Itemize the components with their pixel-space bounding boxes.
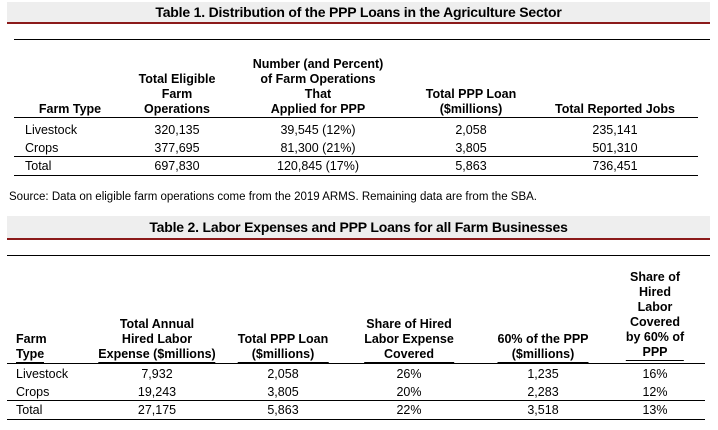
- table2-title: Table 2. Labor Expenses and PPP Loans for all Farm Businesses: [7, 216, 710, 240]
- table1-top-rule: [14, 39, 710, 40]
- t1-row-total-type: Total: [25, 159, 52, 173]
- t1-row-crops-type: Crops: [25, 141, 59, 155]
- t1-header-farm-type: Farm Type: [38, 102, 102, 116]
- t2-row-crops-type: Crops: [16, 385, 50, 399]
- t1-row-total-loan: 5,863: [455, 159, 487, 173]
- t2-row-total-sixty: 3,518: [527, 403, 559, 417]
- t1-row-livestock-eligible: 320,135: [154, 123, 200, 137]
- t2-row-total-loan: 5,863: [267, 403, 299, 417]
- table2-top-rule: [7, 255, 710, 256]
- t1-row-crops-jobs: 501,310: [592, 141, 638, 155]
- t2-header-share60: Share of Hired Labor Covered by 60% of PPP: [625, 270, 685, 359]
- t2-header-loan: Total PPP Loan ($millions): [237, 332, 329, 361]
- t1-row-livestock-jobs: 235,141: [592, 123, 638, 137]
- t1-total-rule: [14, 156, 698, 157]
- t2-row-crops-sixty: 2,283: [527, 385, 559, 399]
- t2-header-share: Share of Hired Labor Expense Covered: [364, 317, 454, 361]
- t2-row-total-labor: 27,175: [137, 403, 177, 417]
- t1-row-livestock-type: Livestock: [25, 123, 78, 137]
- t1-header-applied: Number (and Percent) of Farm Operations That Applied for PPP: [252, 57, 384, 116]
- t2-row-livestock-type: Livestock: [16, 367, 69, 381]
- t1-row-crops-eligible: 377,695: [154, 141, 200, 155]
- t2-header-labor: Total Annual Hired Labor Expense ($millions): [98, 317, 216, 361]
- t1-row-total-applied: 120,845 (17%): [276, 159, 360, 173]
- t2-header-rule: [7, 363, 705, 364]
- t2-header-sixty: 60% of the PPP ($millions): [497, 332, 589, 361]
- t2-header-farm-type: Farm Type: [16, 332, 47, 361]
- t1-row-livestock-applied: 39,545 (12%): [280, 123, 356, 137]
- table1-title: Table 1. Distribution of the PPP Loans in the Agriculture Sector: [7, 2, 710, 24]
- table1-source-note: Source: Data on eligible farm operations come from the 2019 ARMS. Remaining data are from the SBA.: [9, 191, 537, 203]
- t2-row-total-share: 22%: [396, 403, 422, 417]
- t2-row-livestock-share: 26%: [396, 367, 422, 381]
- t2-row-total-type: Total: [16, 403, 43, 417]
- t2-row-livestock-sixty: 1,235: [527, 367, 559, 381]
- t1-row-total-jobs: 736,451: [592, 159, 638, 173]
- t1-header-loan: Total PPP Loan ($millions): [425, 87, 517, 116]
- t2-total-rule: [7, 400, 705, 401]
- t2-row-livestock-loan: 2,058: [267, 367, 299, 381]
- t1-bottom-rule: [14, 175, 698, 176]
- t1-header-eligible: Total Eligible Farm Operations: [138, 72, 216, 116]
- t1-row-crops-loan: 3,805: [455, 141, 487, 155]
- t2-row-livestock-share60: 16%: [642, 367, 668, 381]
- t1-header-jobs: Total Reported Jobs: [555, 102, 675, 116]
- t1-row-livestock-loan: 2,058: [455, 123, 487, 137]
- t2-row-crops-loan: 3,805: [267, 385, 299, 399]
- t2-row-livestock-labor: 7,932: [141, 367, 173, 381]
- t1-row-crops-applied: 81,300 (21%): [280, 141, 356, 155]
- t2-row-total-share60: 13%: [642, 403, 668, 417]
- t1-row-total-eligible: 697,830: [154, 159, 200, 173]
- t2-bottom-rule: [7, 419, 705, 420]
- t2-row-crops-share60: 12%: [642, 385, 668, 399]
- t2-row-crops-labor: 19,243: [137, 385, 177, 399]
- t1-header-rule: [14, 117, 698, 118]
- t2-row-crops-share: 20%: [396, 385, 422, 399]
